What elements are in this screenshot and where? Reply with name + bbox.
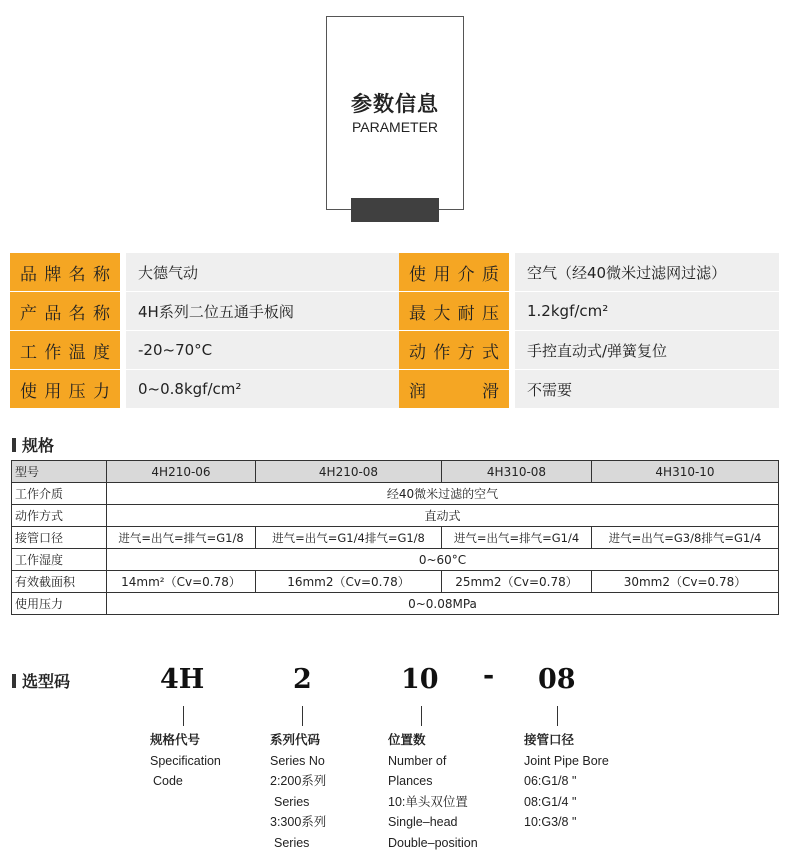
page-subtitle: PARAMETER xyxy=(351,119,439,135)
param-label-max-pressure: 最 大 耐 压 xyxy=(399,292,509,330)
code-desc-series: 系列代码 Series No 2:200系列 Series 3:300系列 Series xyxy=(270,733,327,850)
param-row xyxy=(10,292,779,330)
param-value-medium: 空气（经40微米过滤网过滤） xyxy=(515,253,779,291)
table-cell: 进气=出气=G3/8排气=G1/4 xyxy=(592,527,779,549)
param-row xyxy=(10,253,779,291)
table-cell: 0~60°C xyxy=(107,549,779,571)
param-value-max-pressure: 1.2kgf/cm² xyxy=(515,292,779,330)
table-cell: 接管口径 xyxy=(12,527,107,549)
table-cell: 有效截面积 xyxy=(12,571,107,593)
param-label-product: 产 品 名 称 xyxy=(10,292,120,330)
table-cell: 16mm2（Cv=0.78） xyxy=(256,571,442,593)
code-part-model: 4H xyxy=(160,664,205,695)
table-cell: 0~0.08MPa xyxy=(107,593,779,615)
code-part-series: 2 xyxy=(293,664,312,695)
connector-line xyxy=(302,706,303,726)
table-row xyxy=(12,483,779,505)
param-row xyxy=(10,331,779,369)
table-row xyxy=(12,461,779,483)
spec-heading: 规格 xyxy=(12,433,54,456)
param-value-temperature: -20~70°C xyxy=(126,331,400,369)
param-value-brand: 大德气动 xyxy=(126,253,400,291)
param-value-working-pressure: 0~0.8kgf/cm² xyxy=(126,370,400,408)
spec-table xyxy=(11,460,779,615)
page-title: 参数信息 xyxy=(351,92,439,116)
table-cell: 4H210-06 xyxy=(107,461,256,483)
table-row xyxy=(12,593,779,615)
param-value-lubrication: 不需要 xyxy=(515,370,779,408)
code-desc-port: 接管口径 Joint Pipe Bore 06:G1/8 " 08:G1/4 " 10:G3/8 " xyxy=(524,733,609,829)
param-label-action: 动 作 方 式 xyxy=(399,331,509,369)
table-row xyxy=(12,505,779,527)
table-cell: 4H210-08 xyxy=(256,461,442,483)
table-cell: 25mm2（Cv=0.78） xyxy=(442,571,592,593)
code-part-port: 08 xyxy=(538,664,576,695)
table-cell: 进气=出气=排气=G1/8 xyxy=(107,527,256,549)
connector-line xyxy=(557,706,558,726)
table-cell: 4H310-08 xyxy=(442,461,592,483)
param-value-action: 手控直动式/弹簧复位 xyxy=(515,331,779,369)
table-row xyxy=(12,571,779,593)
code-desc-positions: 位置数 Number of Plances 10:单头双位置 Single–head Double–position xyxy=(388,733,478,850)
table-cell: 经40微米过滤的空气 xyxy=(107,483,779,505)
connector-line xyxy=(421,706,422,726)
param-label-temperature: 工 作 温 度 xyxy=(10,331,120,369)
code-desc-model: 规格代号 Specification Code xyxy=(150,733,221,788)
table-cell: 工作湿度 xyxy=(12,549,107,571)
param-row xyxy=(10,370,779,408)
table-cell: 动作方式 xyxy=(12,505,107,527)
table-cell: 进气=出气=G1/4排气=G1/8 xyxy=(256,527,442,549)
table-cell: 工作介质 xyxy=(12,483,107,505)
param-label-lubrication: 润 滑 xyxy=(399,370,509,408)
table-cell: 型号 xyxy=(12,461,107,483)
table-cell: 30mm2（Cv=0.78） xyxy=(592,571,779,593)
section-marker-icon xyxy=(12,438,16,452)
table-cell: 14mm²（Cv=0.78） xyxy=(107,571,256,593)
code-heading: 选型码 xyxy=(12,669,70,692)
param-value-product: 4H系列二位五通手板阀 xyxy=(126,292,400,330)
table-row xyxy=(12,527,779,549)
table-cell: 进气=出气=排气=G1/4 xyxy=(442,527,592,549)
connector-line xyxy=(183,706,184,726)
section-marker-icon xyxy=(12,674,16,688)
param-label-medium: 使 用 介 质 xyxy=(399,253,509,291)
param-label-working-pressure: 使 用 压 力 xyxy=(10,370,120,408)
code-part-positions: 10 xyxy=(401,664,439,695)
param-label-brand: 品 牌 名 称 xyxy=(10,253,120,291)
table-cell: 直动式 xyxy=(107,505,779,527)
table-cell: 使用压力 xyxy=(12,593,107,615)
table-row xyxy=(12,549,779,571)
header-accent-bar xyxy=(351,198,439,222)
code-separator: - xyxy=(483,660,495,691)
table-cell: 4H310-10 xyxy=(592,461,779,483)
